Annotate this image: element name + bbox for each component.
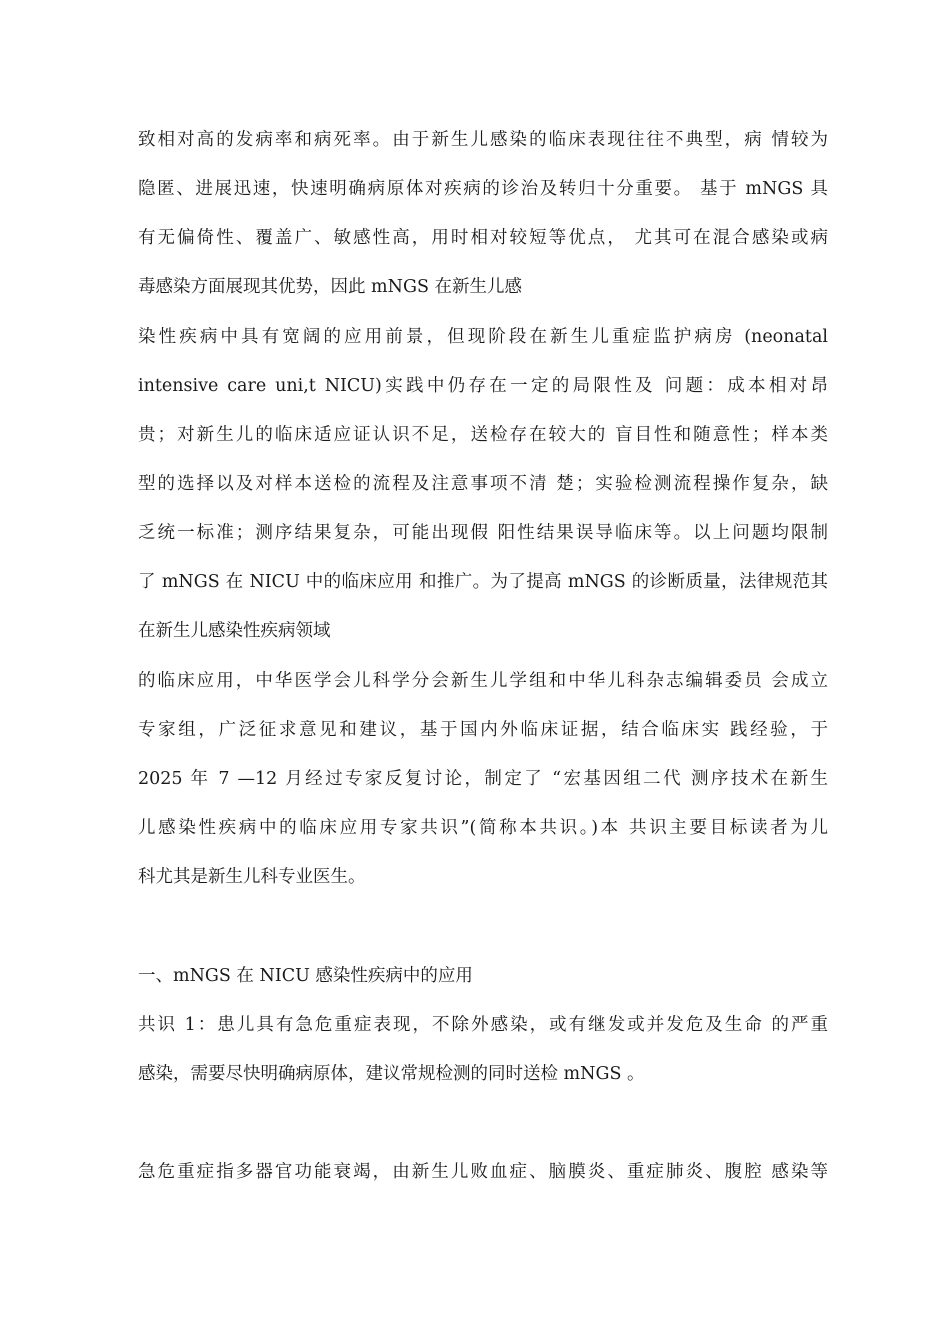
paragraph-line: 了 mNGS 在 NICU 中的临床应用 和推广。为了提高 mNGS 的诊断质量，法律规范其 [138, 572, 828, 592]
paragraph-line: 儿感染性疾病中的临床应用专家共识”(简称本共识。)本 共识主要目标读者为儿 [138, 818, 828, 838]
paragraph-line: 乏统一标准；测序结果复杂，可能出现假 阳性结果误导临床等。以上问题均限制 [138, 523, 828, 543]
paragraph-line: 贵；对新生儿的临床适应证认识不足，送检存在较大的 盲目性和随意性；样本类 [138, 425, 828, 445]
paragraph-line: 型的选择以及对样本送检的流程及注意事项不清 楚；实验检测流程操作复杂，缺 [138, 474, 828, 494]
paragraph-line: 急危重症指多器官功能衰竭，由新生儿败血症、脑膜炎、重症肺炎、腹腔 感染等 [138, 1162, 828, 1182]
paragraph-line: 有无偏倚性、覆盖广、敏感性高，用时相对较短等优点， 尤其可在混合感染或病 [138, 228, 828, 248]
consensus-line: 感染，需要尽快明确病原体，建议常规检测的同时送检 mNGS 。 [138, 1064, 645, 1084]
consensus-line: 共识 1：患儿具有急危重症表现，不除外感染，或有继发或并发危及生命 的严重 [138, 1015, 828, 1035]
paragraph-line: 染性疾病中具有宽阔的应用前景，但现阶段在新生儿重症监护病房 (neonatal [138, 327, 828, 347]
paragraph-line: 在新生儿感染性疾病领域 [138, 621, 331, 641]
paragraph-line: 2025 年 7 —12 月经过专家反复讨论，制定了 “宏基因组二代 测序技术在新生 [138, 769, 828, 789]
paragraph-line: 科尤其是新生儿科专业医生。 [138, 867, 366, 887]
paragraph-line: intensive care uni,t NICU)实践中仍存在一定的局限性及 问题：成本相对昂 [138, 376, 828, 396]
paragraph-line: 的临床应用，中华医学会儿科学分会新生儿学组和中华儿科杂志编辑委员 会成立 [138, 671, 828, 691]
section-heading: 一、mNGS 在 NICU 感染性疾病中的应用 [138, 966, 473, 986]
paragraph-line: 致相对高的发病率和病死率。由于新生儿感染的临床表现往往不典型，病 情较为 [138, 130, 828, 150]
paragraph-line: 毒感染方面展现其优势，因此 mNGS 在新生儿感 [138, 277, 522, 297]
paragraph-line: 专家组，广泛征求意见和建议，基于国内外临床证据，结合临床实 践经验，于 [138, 720, 828, 740]
paragraph-line: 隐匿、进展迅速，快速明确病原体对疾病的诊治及转归十分重要。 基于 mNGS 具 [138, 179, 828, 199]
